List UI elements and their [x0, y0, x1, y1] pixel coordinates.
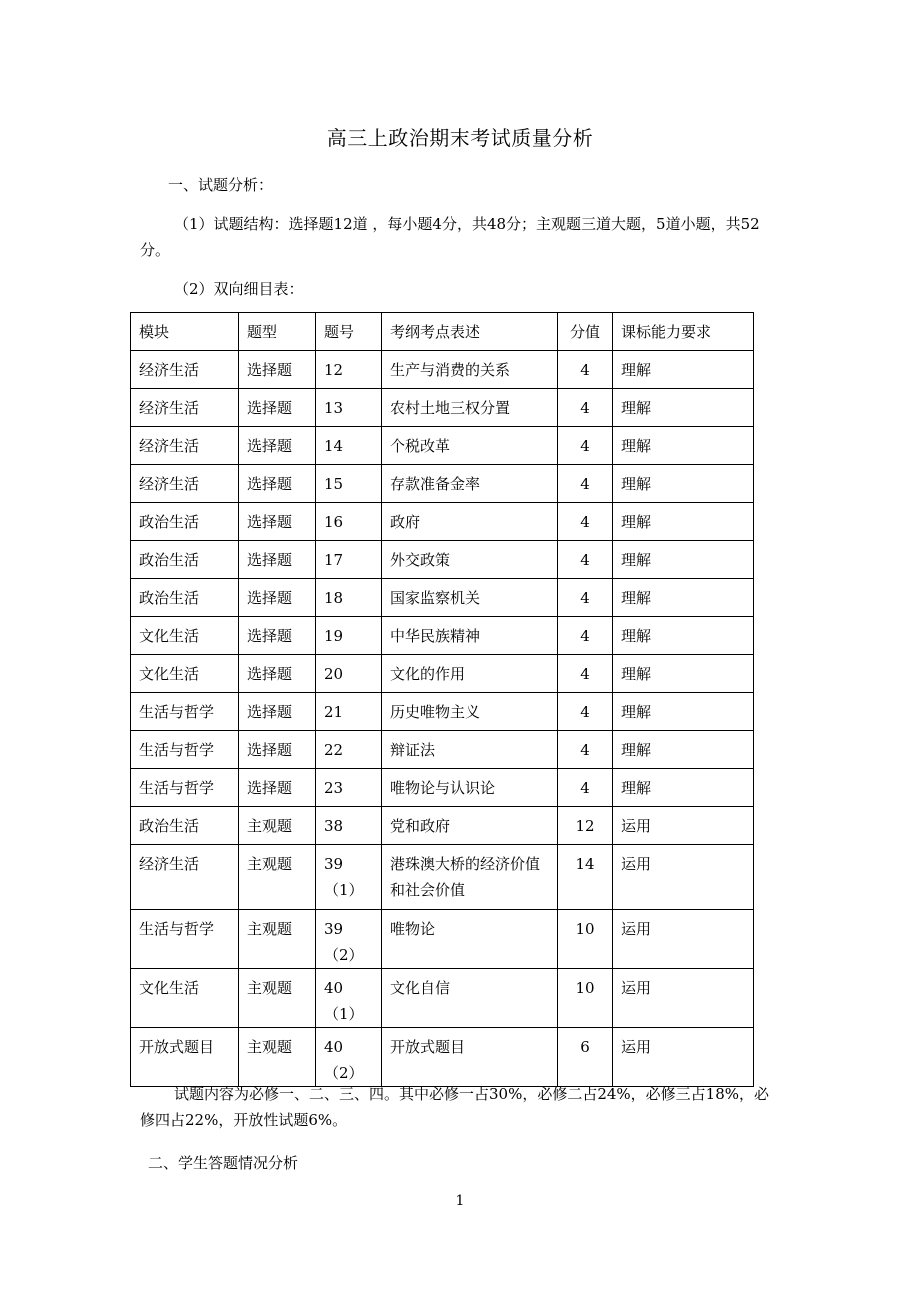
cell-topic: 历史唯物主义	[382, 693, 558, 731]
cell-number: 15	[316, 465, 382, 503]
table-row	[131, 845, 754, 910]
cell-type: 选择题	[239, 693, 316, 731]
cell-number: 23	[316, 769, 382, 807]
cell-type: 主观题	[239, 845, 316, 910]
cell-module: 开放式题目	[131, 1028, 239, 1087]
cell-type: 选择题	[239, 769, 316, 807]
cell-number: 17	[316, 541, 382, 579]
cell-module: 生活与哲学	[131, 769, 239, 807]
cell-topic: 辩证法	[382, 731, 558, 769]
cell-ability: 理解	[613, 769, 754, 807]
cell-type: 主观题	[239, 1028, 316, 1087]
table-row	[131, 693, 754, 731]
subheading-table: （2）双向细目表：	[174, 280, 304, 298]
cell-module: 经济生活	[131, 351, 239, 389]
cell-score: 4	[558, 389, 613, 427]
cell-score: 4	[558, 693, 613, 731]
table-row	[131, 541, 754, 579]
cell-score: 4	[558, 541, 613, 579]
cell-ability: 理解	[613, 503, 754, 541]
cell-number: 40（1）	[316, 969, 382, 1028]
cell-type: 选择题	[239, 351, 316, 389]
table-row	[131, 910, 754, 969]
cell-number: 38	[316, 807, 382, 845]
table-row	[131, 427, 754, 465]
cell-score: 4	[558, 655, 613, 693]
table-row	[131, 969, 754, 1028]
cell-topic: 外交政策	[382, 541, 558, 579]
table-row	[131, 465, 754, 503]
cell-number: 13	[316, 389, 382, 427]
cell-type: 选择题	[239, 617, 316, 655]
table-row	[131, 389, 754, 427]
table-row	[131, 579, 754, 617]
cell-ability: 运用	[613, 845, 754, 910]
header-score: 分值	[558, 313, 613, 351]
cell-topic: 唯物论	[382, 910, 558, 969]
cell-module: 生活与哲学	[131, 693, 239, 731]
cell-type: 主观题	[239, 969, 316, 1028]
cell-ability: 理解	[613, 617, 754, 655]
paragraph-line: 分。	[140, 241, 171, 259]
cell-score: 10	[558, 910, 613, 969]
cell-type: 选择题	[239, 541, 316, 579]
page-number: 1	[455, 1193, 465, 1209]
cell-number: 22	[316, 731, 382, 769]
cell-ability: 理解	[613, 541, 754, 579]
cell-number: 12	[316, 351, 382, 389]
cell-topic: 文化自信	[382, 969, 558, 1028]
cell-type: 选择题	[239, 731, 316, 769]
cell-type: 选择题	[239, 465, 316, 503]
cell-module: 经济生活	[131, 845, 239, 910]
cell-score: 4	[558, 617, 613, 655]
cell-type: 选择题	[239, 503, 316, 541]
cell-module: 文化生活	[131, 655, 239, 693]
table-row	[131, 617, 754, 655]
cell-topic: 唯物论与认识论	[382, 769, 558, 807]
cell-ability: 理解	[613, 731, 754, 769]
cell-score: 10	[558, 969, 613, 1028]
cell-module: 经济生活	[131, 427, 239, 465]
header-ability: 课标能力要求	[613, 313, 754, 351]
paragraph-line: 修四占22%，开放性试题6%。	[140, 1111, 348, 1129]
cell-topic: 政府	[382, 503, 558, 541]
specification-table	[130, 312, 754, 1087]
cell-type: 选择题	[239, 389, 316, 427]
cell-number: 21	[316, 693, 382, 731]
cell-number: 19	[316, 617, 382, 655]
table-row	[131, 807, 754, 845]
cell-number: 18	[316, 579, 382, 617]
table-row	[131, 769, 754, 807]
cell-score: 12	[558, 807, 613, 845]
cell-score: 14	[558, 845, 613, 910]
cell-ability: 理解	[613, 655, 754, 693]
cell-module: 政治生活	[131, 579, 239, 617]
paragraph-line: （1）试题结构：选择题12道 ，每小题4分，共48分；主观题三道大题，5道小题，共52	[174, 215, 760, 233]
paragraph-structure	[140, 211, 782, 263]
section-heading-2: 二、学生答题情况分析	[148, 1154, 299, 1172]
cell-number: 20	[316, 655, 382, 693]
cell-score: 4	[558, 579, 613, 617]
table-header-row	[131, 313, 754, 351]
cell-score: 4	[558, 351, 613, 389]
cell-topic: 党和政府	[382, 807, 558, 845]
cell-topic: 个税改革	[382, 427, 558, 465]
table-row	[131, 655, 754, 693]
cell-score: 4	[558, 465, 613, 503]
cell-module: 政治生活	[131, 503, 239, 541]
cell-ability: 理解	[613, 693, 754, 731]
cell-module: 生活与哲学	[131, 910, 239, 969]
cell-topic: 国家监察机关	[382, 579, 558, 617]
cell-score: 4	[558, 769, 613, 807]
cell-module: 经济生活	[131, 389, 239, 427]
cell-type: 选择题	[239, 427, 316, 465]
cell-module: 经济生活	[131, 465, 239, 503]
header-module: 模块	[131, 313, 239, 351]
cell-ability: 理解	[613, 465, 754, 503]
cell-topic: 港珠澳大桥的经济价值和社会价值	[382, 845, 558, 910]
cell-number: 39（1）	[316, 845, 382, 910]
cell-module: 政治生活	[131, 541, 239, 579]
cell-number: 39（2）	[316, 910, 382, 969]
cell-module: 生活与哲学	[131, 731, 239, 769]
cell-score: 6	[558, 1028, 613, 1087]
cell-topic: 开放式题目	[382, 1028, 558, 1087]
cell-topic: 农村土地三权分置	[382, 389, 558, 427]
cell-score: 4	[558, 503, 613, 541]
table-row	[131, 351, 754, 389]
cell-type: 选择题	[239, 579, 316, 617]
header-topic: 考纲考点表述	[382, 313, 558, 351]
cell-module: 政治生活	[131, 807, 239, 845]
table-row	[131, 503, 754, 541]
table-row	[131, 1028, 754, 1087]
table-row	[131, 731, 754, 769]
paragraph-content-ratio	[140, 1081, 782, 1133]
cell-ability: 运用	[613, 1028, 754, 1087]
cell-type: 主观题	[239, 807, 316, 845]
cell-topic: 文化的作用	[382, 655, 558, 693]
document-title: 高三上政治期末考试质量分析	[326, 126, 594, 150]
header-number: 题号	[316, 313, 382, 351]
paragraph-line: 试题内容为必修一、二、三、四。其中必修一占30%，必修二占24%，必修三占18%，必	[174, 1085, 770, 1103]
cell-score: 4	[558, 731, 613, 769]
cell-ability: 理解	[613, 351, 754, 389]
cell-ability: 理解	[613, 389, 754, 427]
cell-number: 40（2）	[316, 1028, 382, 1087]
cell-ability: 理解	[613, 579, 754, 617]
cell-topic: 中华民族精神	[382, 617, 558, 655]
cell-type: 选择题	[239, 655, 316, 693]
cell-number: 14	[316, 427, 382, 465]
cell-number: 16	[316, 503, 382, 541]
header-type: 题型	[239, 313, 316, 351]
cell-ability: 运用	[613, 969, 754, 1028]
cell-module: 文化生活	[131, 617, 239, 655]
cell-module: 文化生活	[131, 969, 239, 1028]
cell-ability: 运用	[613, 910, 754, 969]
cell-topic: 生产与消费的关系	[382, 351, 558, 389]
cell-score: 4	[558, 427, 613, 465]
cell-type: 主观题	[239, 910, 316, 969]
cell-ability: 运用	[613, 807, 754, 845]
cell-topic: 存款准备金率	[382, 465, 558, 503]
section-heading-1: 一、试题分析：	[168, 176, 274, 194]
cell-ability: 理解	[613, 427, 754, 465]
